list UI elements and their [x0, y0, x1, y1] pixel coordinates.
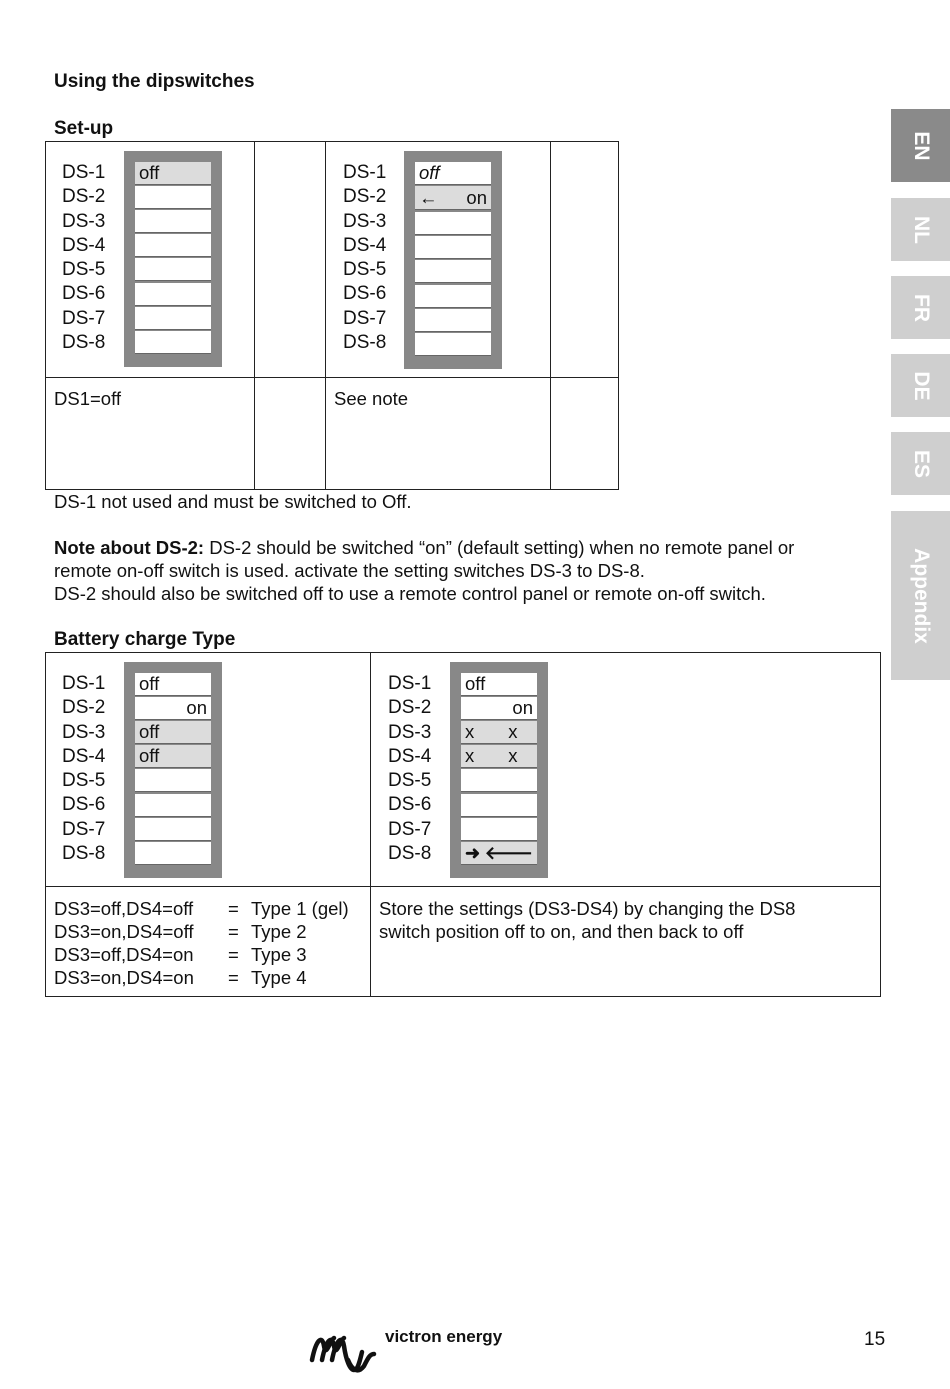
- arrow-right-icon: ➜: [465, 843, 481, 863]
- switch-cell[interactable]: off: [135, 162, 211, 185]
- switch-cell[interactable]: [135, 769, 211, 792]
- switch-cell[interactable]: [135, 842, 211, 865]
- switch-cell[interactable]: [135, 818, 211, 841]
- switch-cell[interactable]: off: [461, 673, 537, 696]
- tab-nl[interactable]: NL: [891, 198, 950, 261]
- setup-left-caption: DS1=off: [54, 388, 122, 409]
- battery-right-labels: DS-1 DS-2 DS-3 DS-4 DS-5 DS-6 DS-7 DS-8: [388, 673, 432, 865]
- brand-name: victron energy: [385, 1327, 503, 1346]
- setup-title: Set-up: [54, 118, 114, 139]
- setup-right-caption: See note: [334, 388, 409, 409]
- tab-de[interactable]: DE: [891, 354, 950, 417]
- battery-title: Battery charge Type: [54, 629, 236, 650]
- switch-cell[interactable]: [415, 236, 491, 259]
- page-heading: Using the dipswitches: [54, 71, 255, 92]
- battery-type-list: DS3=off,DS4=off = Type 1 (gel) DS3=on,DS4=off = Type 2 DS3=off,DS4=on = Type 3 DS3=on,DS4=on = Type 4: [54, 898, 349, 988]
- switch-cell[interactable]: off: [135, 721, 211, 744]
- switch-cell[interactable]: [415, 212, 491, 235]
- switch-cell[interactable]: [135, 307, 211, 330]
- switch-cell[interactable]: [461, 794, 537, 817]
- setup-left-labels: DS-1 DS-2 DS-3 DS-4 DS-5 DS-6 DS-7 DS-8: [62, 162, 106, 354]
- switch-cell[interactable]: [135, 210, 211, 233]
- switch-cell[interactable]: [135, 794, 211, 817]
- switch-cell[interactable]: [461, 769, 537, 792]
- switch-cell[interactable]: x x: [461, 745, 537, 768]
- tab-fr[interactable]: FR: [891, 276, 950, 339]
- switch-cell[interactable]: on: [461, 697, 537, 720]
- switch-cell[interactable]: [415, 333, 491, 356]
- switch-cell[interactable]: off: [135, 745, 211, 768]
- arrow-left-icon: ←: [419, 186, 438, 208]
- victron-logo-icon: [308, 1330, 380, 1376]
- switch-cell[interactable]: [135, 234, 211, 257]
- switch-cell[interactable]: [135, 186, 211, 209]
- tab-es[interactable]: ES: [891, 432, 950, 495]
- arrow-left-icon: 🡐: [484, 843, 533, 863]
- store-instructions: Store the settings (DS3-DS4) by changing the DS8 switch position off to on, and then back to off: [379, 898, 796, 942]
- switch-cell[interactable]: off: [135, 673, 211, 696]
- tab-appendix[interactable]: Appendix: [891, 511, 950, 680]
- battery-left-labels: DS-1 DS-2 DS-3 DS-4 DS-5 DS-6 DS-7 DS-8: [62, 673, 106, 865]
- switch-cell[interactable]: [135, 283, 211, 306]
- switch-cell[interactable]: on: [135, 697, 211, 720]
- tab-en[interactable]: EN: [891, 109, 950, 182]
- note-paragraph: Note about DS-2: DS-2 should be switched “on” (default setting) when no remote panel or remote on-off switch is used. activate the setting switches DS-3 to DS-8. DS-2 should also be switched off to use a remote control panel or remote on-off switch.: [54, 537, 795, 604]
- switch-cell[interactable]: ← on: [415, 186, 491, 210]
- switch-cell[interactable]: [135, 331, 211, 354]
- switch-cell[interactable]: [415, 285, 491, 308]
- switch-cell[interactable]: [135, 258, 211, 281]
- setup-footnote: DS-1 not used and must be switched to Off.: [54, 491, 412, 512]
- switch-cell[interactable]: [461, 818, 537, 841]
- switch-cell[interactable]: [415, 260, 491, 283]
- setup-right-labels: DS-1 DS-2 DS-3 DS-4 DS-5 DS-6 DS-7 DS-8: [343, 162, 387, 354]
- switch-cell[interactable]: off: [415, 162, 491, 185]
- page-number: 15: [864, 1329, 886, 1350]
- switch-cell[interactable]: [415, 309, 491, 332]
- switch-cell[interactable]: x x: [461, 721, 537, 744]
- switch-cell[interactable]: [461, 842, 537, 865]
- note-label: Note about DS-2:: [54, 537, 205, 558]
